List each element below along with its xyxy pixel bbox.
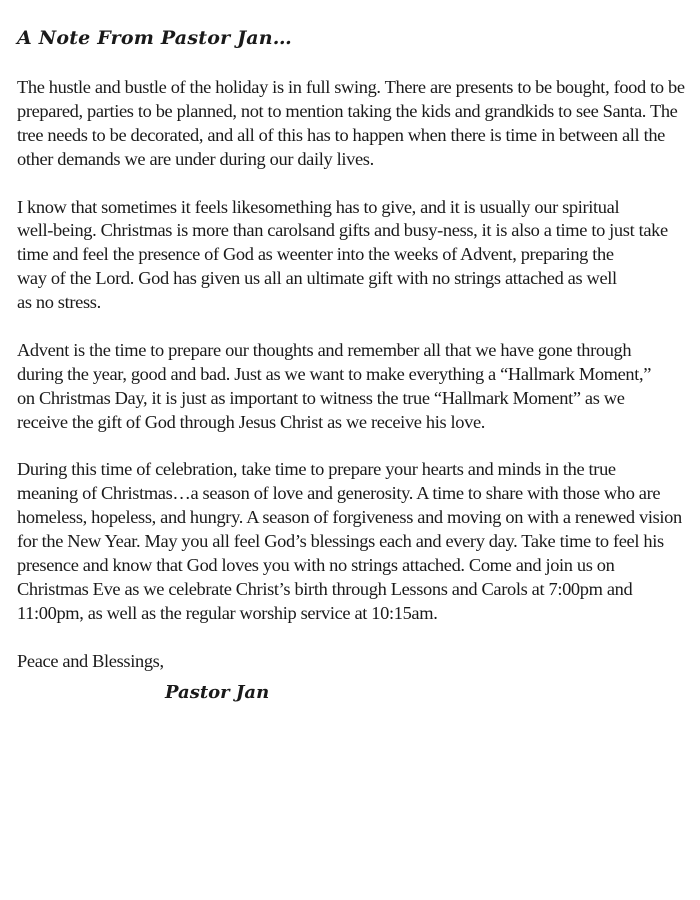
text-line: The hustle and bustle of the holiday is in full swing. There are presents to be bought, food to be [17, 77, 685, 97]
text-line: other demands we are under during our daily lives. [17, 148, 374, 169]
paragraph-gap [17, 172, 682, 196]
text-line: time and feel the presence of God as weenter into the weeks of Advent, preparing the [17, 244, 614, 265]
paragraph-advent [17, 339, 682, 435]
paragraph-gap [17, 315, 682, 339]
text-line: way of the Lord. God has given us all an ultimate gift with no strings attached as well [17, 268, 617, 289]
text-line: I know that sometimes it feels likesomething has to give, and it is usually our spiritual [17, 196, 620, 217]
text-line: homeless, hopeless, and hungry. A season of forgiveness and moving on with a renewed vision [17, 507, 682, 528]
paragraph-spiritual-wellbeing [17, 196, 682, 316]
letter-body [17, 76, 685, 674]
closing-salutation: Peace and Blessings, [17, 650, 164, 671]
text-line: on Christmas Day, it is just as important to witness the true “Hallmark Moment” as we [17, 387, 625, 408]
letter-heading: A Note From Pastor Jan… [17, 27, 293, 49]
text-line: as no stress. [17, 292, 101, 313]
text-line: prepared, parties to be planned, not to mention taking the kids and grandkids to see Santa. The [17, 100, 678, 121]
text-line: receive the gift of God through Jesus Christ as we receive his love. [17, 411, 486, 432]
text-line: 11:00pm, as well as the regular worship service at 10:15am. [17, 602, 438, 623]
text-line: Advent is the time to prepare our thoughts and remember all that we have gone through [17, 339, 632, 360]
signature: Pastor Jan [165, 681, 270, 703]
spacer [17, 54, 682, 76]
text-line: during the year, good and bad. Just as we want to make everything a “Hallmark Moment,” [17, 363, 652, 384]
text-line: tree needs to be decorated, and all of this has to happen when there is time in between all the [17, 124, 665, 145]
text-line: presence and know that God loves you with no strings attached. Come and join us on [17, 555, 615, 576]
text-line: During this time of celebration, take time to prepare your hearts and minds in the true [17, 459, 616, 480]
paragraph-gap [17, 626, 682, 650]
paragraph-gap [17, 435, 682, 459]
text-line: meaning of Christmas…a season of love and generosity. A time to share with those who are [17, 483, 661, 504]
text-line: well-being. Christmas is more than carolsand gifts and busy-ness, it is also a time to just take [17, 220, 668, 241]
paragraph-holiday-bustle [17, 76, 685, 172]
text-line: for the New Year. May you all feel God’s blessings each and every day. Take time to feel his [17, 531, 664, 552]
text-line: Christmas Eve as we celebrate Christ’s birth through Lessons and Carols at 7:00pm and [17, 578, 633, 599]
paragraph-celebration [17, 458, 682, 625]
